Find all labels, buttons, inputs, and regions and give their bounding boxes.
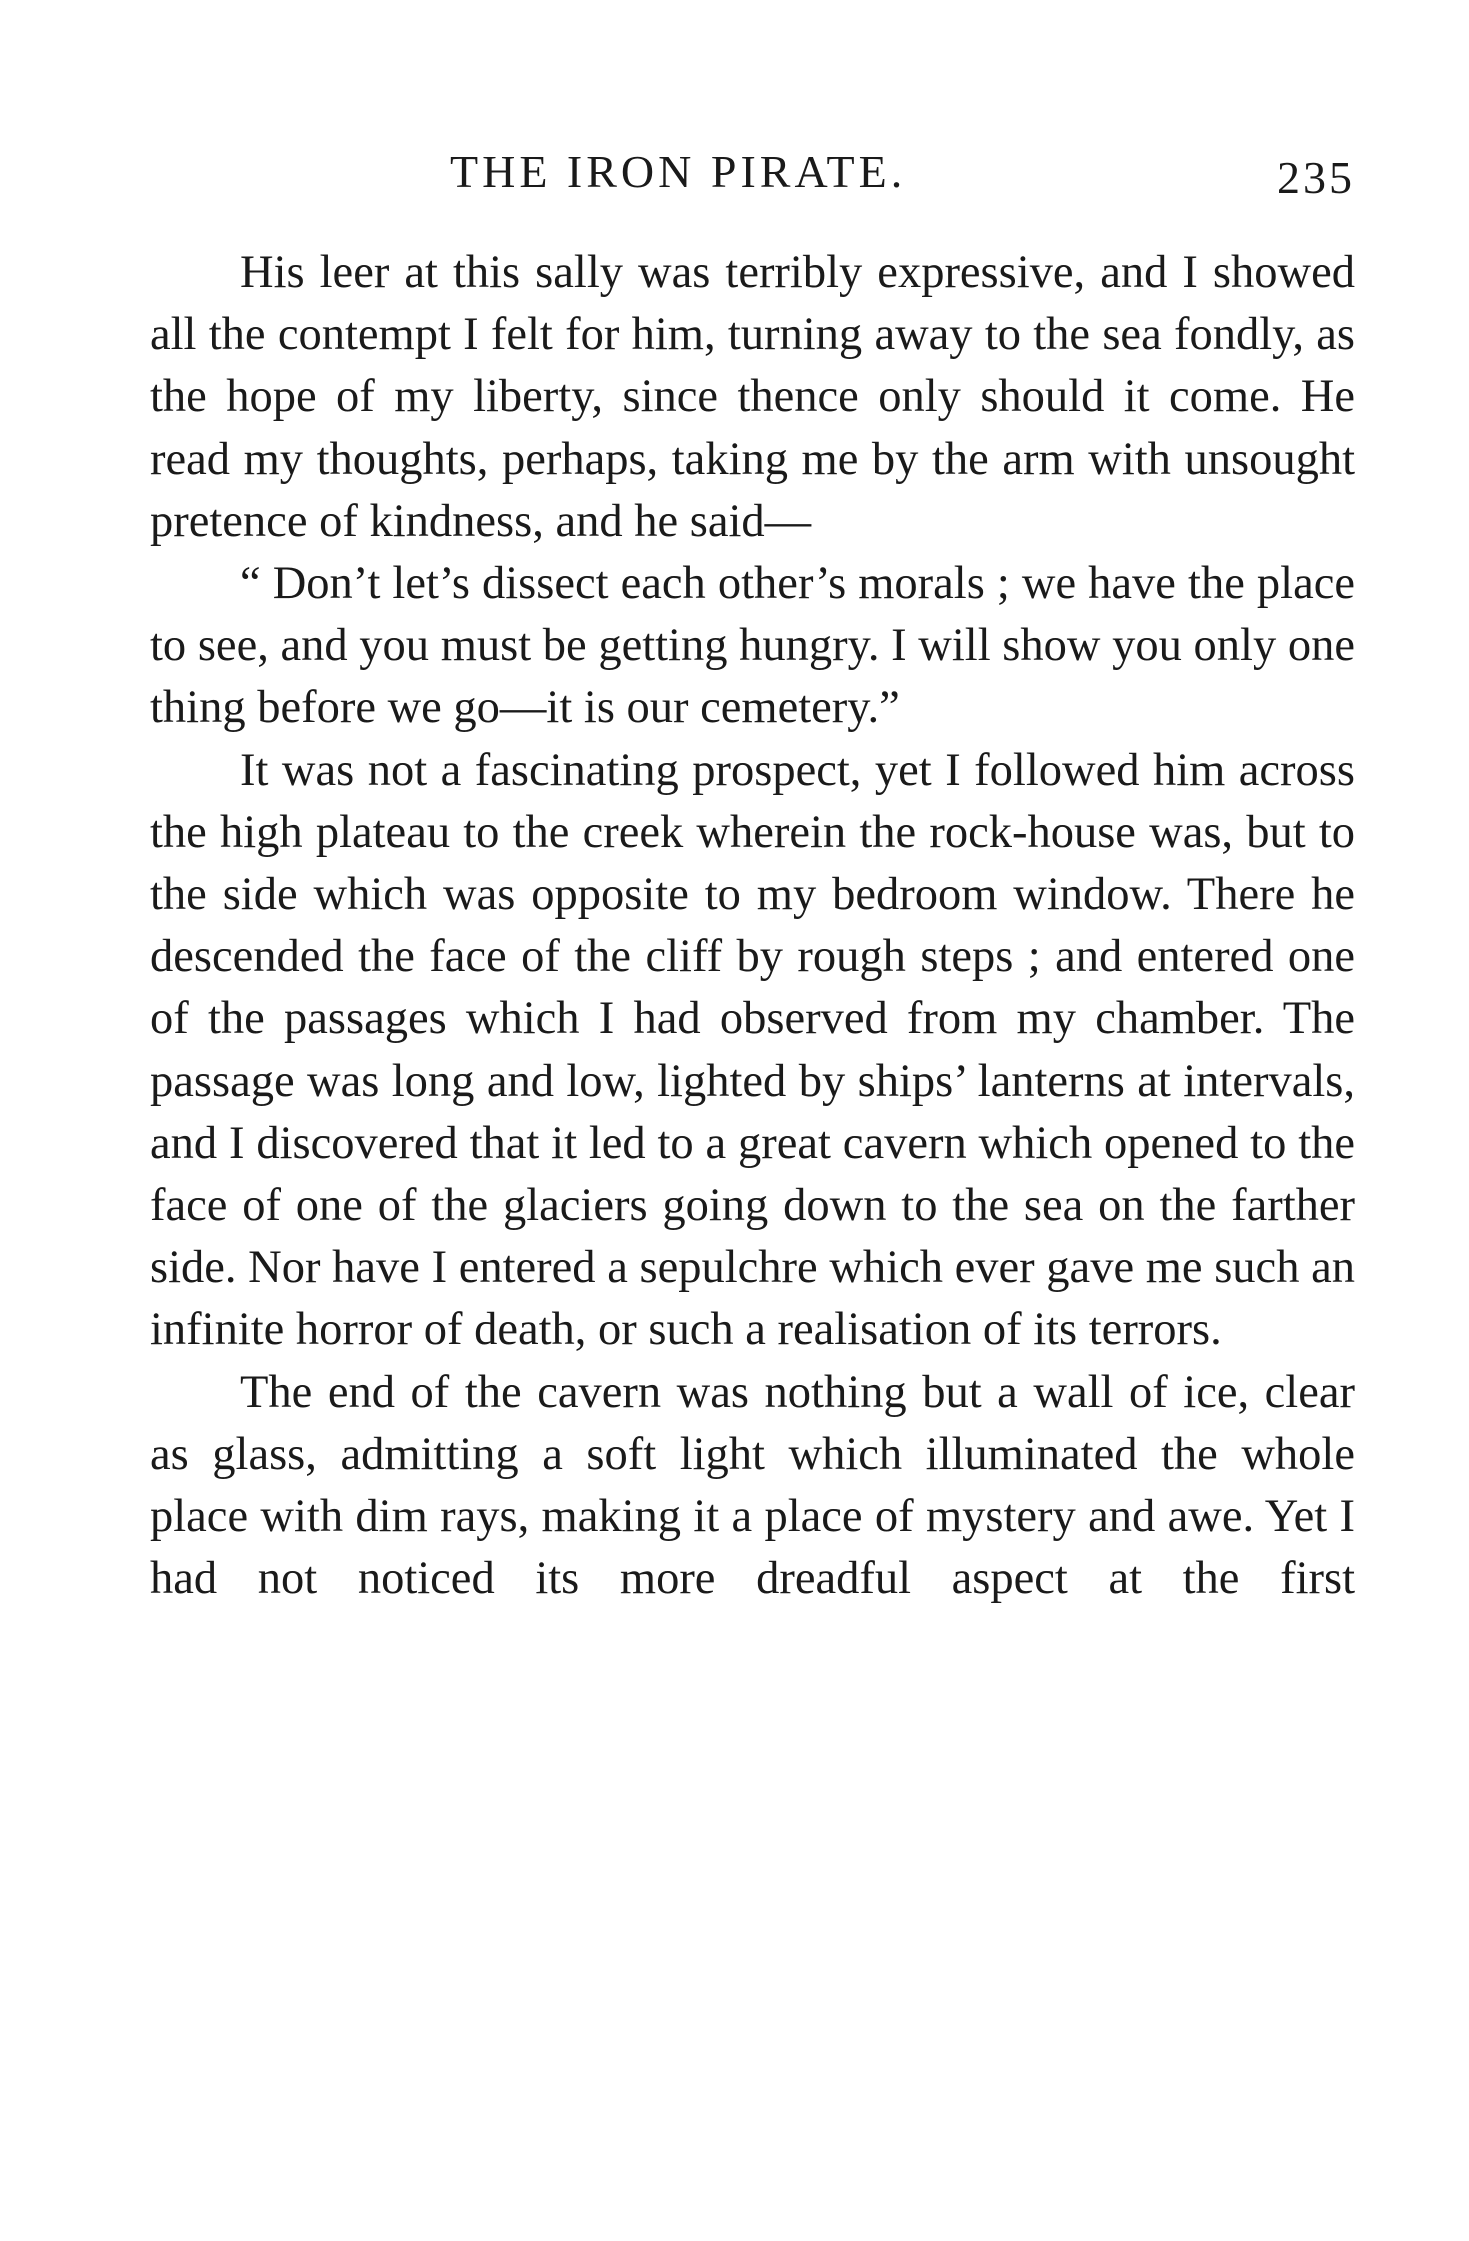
paragraph-3: It was not a fascinating prospect, yet I followed him across the high plateau to the creek wherein the rock-house was, but to the side which was opposite to my bedroom window. There he descended the face of the cliff by rough steps ; and entered one of the passages which I had observed from my chamber. The passage was long and low, lighted by ships’ lanterns at intervals, and I discovered that it led to a great cavern which opened to the face of one of the glaciers going down to the sea on the farther side. Nor have I entered a sepulchre which ever gave me such an infinite horror of death, or such a realisation of its terrors. [150,744,1355,1356]
paragraph-1: His leer at this sally was terribly expressive, and I showed all the contempt I felt for him, turning away to the sea fondly, as the hope of my liberty, since thence only should it come. He read my thoughts, perhaps, taking me by the arm with unsought pretence of kindness, and he said— [150,247,1355,547]
running-head [150,140,1355,220]
paragraph-4: The end of the cavern was nothing but a wall of ice, clear as glass, admitting a soft light which illuminated the whole place with dim rays, making it a place of mystery and awe. Yet I had not noticed its more dreadful aspect at the first [150,1366,1355,1605]
page-number: 235 [1277,152,1355,203]
running-title: THE IRON PIRATE. [450,146,907,197]
body-text [150,242,1355,1610]
paragraph-2: “ Don’t let’s dissect each other’s morals ; we have the place to see, and you must be getting hungry. I will show you only one thing before we go—it is our cemetery.” [150,558,1355,734]
book-page [150,140,1355,1610]
